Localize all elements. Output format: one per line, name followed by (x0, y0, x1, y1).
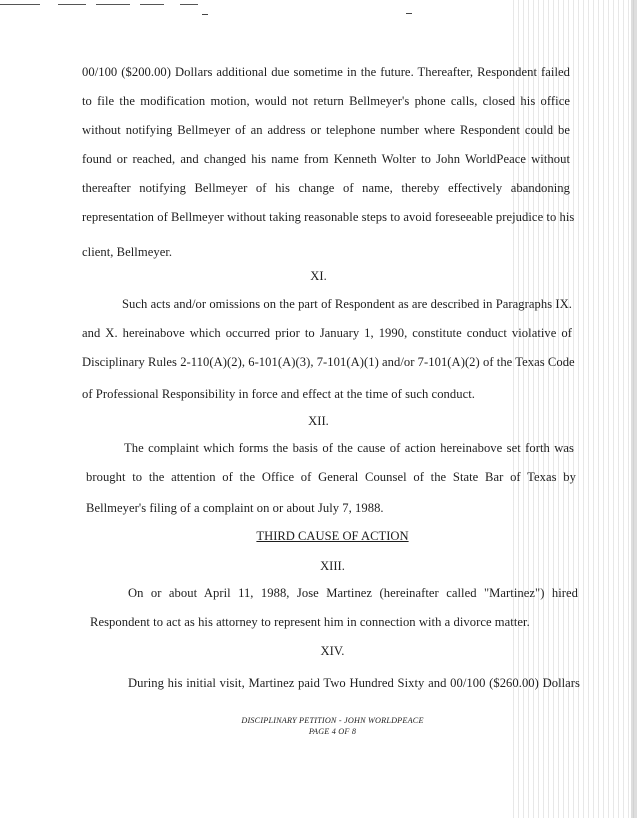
footer-page-number: PAGE 4 OF 8 (308, 727, 357, 736)
para-c-line: Bellmeyer's filing of a complaint on or about July 7, 1988. (86, 501, 384, 515)
scan-artifact-edge (631, 0, 637, 818)
scan-mark (406, 13, 412, 14)
footer-title: DISCIPLINARY PETITION - JOHN WORLDPEACE (241, 716, 424, 725)
para-b-line: and X. hereinabove which occurred prior to January 1, 1990, constitute conduct violative of (82, 326, 572, 340)
para-a-line: representation of Bellmeyer without taking reasonable steps to avoid foreseeable prejudice to his (82, 210, 575, 224)
section-number-xiii: XIII. (320, 559, 345, 573)
scan-mark (140, 4, 164, 5)
para-c-line: brought to the attention of the Office of General Counsel of the State Bar of Texas by (86, 470, 576, 484)
para-d-line: Respondent to act as his attorney to represent him in connection with a divorce matter. (90, 615, 530, 629)
para-a-line: thereafter notifying Bellmeyer of his change of name, thereby effectively abandoning (82, 181, 570, 195)
para-a-line: to file the modification motion, would not return Bellmeyer's phone calls, closed his office (82, 94, 570, 108)
section-number-xi: XI. (310, 269, 327, 283)
section-number-xii: XII. (308, 414, 329, 428)
para-a-line: 00/100 ($200.00) Dollars additional due sometime in the future. Thereafter, Respondent failed (82, 65, 570, 79)
scan-mark (58, 4, 86, 5)
scan-mark (0, 4, 40, 5)
scan-mark (202, 14, 208, 15)
para-c-line: The complaint which forms the basis of the cause of action hereinabove set forth was (124, 441, 574, 455)
para-e-line: During his initial visit, Martinez paid Two Hundred Sixty and 00/100 ($260.00) Dollars (128, 676, 580, 690)
para-b-line: Such acts and/or omissions on the part of Respondent as are described in Paragraphs IX. (122, 297, 572, 311)
para-d-line: On or about April 11, 1988, Jose Martinez (hereinafter called "Martinez") hired (128, 586, 578, 600)
section-number-xiv: XIV. (320, 644, 345, 658)
para-a-line: client, Bellmeyer. (82, 245, 173, 259)
para-b-line: of Professional Responsibility in force and effect at the time of such conduct. (82, 387, 475, 401)
para-b-line: Disciplinary Rules 2-110(A)(2), 6-101(A)(3), 7-101(A)(1) and/or 7-101(A)(2) of the Texas Code (82, 355, 575, 369)
scan-mark (180, 4, 198, 5)
para-a-line: without notifying Bellmeyer of an address or telephone number where Respondent could be (82, 123, 570, 137)
scan-mark (96, 4, 130, 5)
para-a-line: found or reached, and changed his name from Kenneth Wolter to John WorldPeace without (82, 152, 570, 166)
third-cause-heading: THIRD CAUSE OF ACTION (256, 529, 409, 543)
